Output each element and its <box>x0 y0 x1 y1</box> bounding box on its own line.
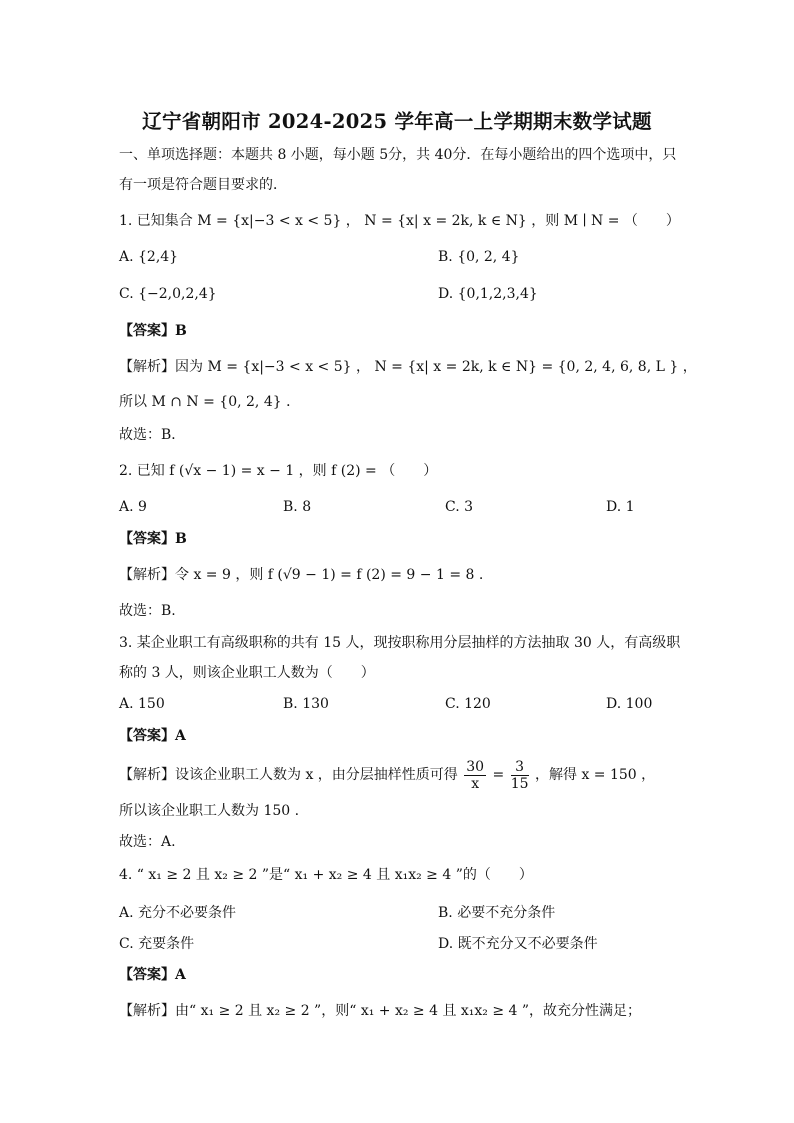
q1-option-a: A. {2,4} <box>119 249 179 265</box>
fraction-numerator: 3 <box>511 759 529 776</box>
q1-stem: 1. 已知集合 M = {x|−3 < x < 5} ， N = {x| x = 2k, k ∈ N} ，则 M ∣ N = （ ） <box>119 213 680 229</box>
q3-answer: 【答案】A <box>119 728 186 744</box>
q3-stem-line1: 3. 某企业职工有高级职称的共有 15 人，现按职称用分层抽样的方法抽取 30 人，有高级职 <box>119 635 681 651</box>
q3-analysis-line1 <box>119 755 655 795</box>
q2-option-b: B. 8 <box>283 499 312 515</box>
fraction-3-over-15 <box>511 759 529 792</box>
q4-answer: 【答案】A <box>119 967 186 983</box>
fraction-30-over-x <box>464 759 486 792</box>
q2-stem: 2. 已知 f (√x − 1) = x − 1 ，则 f (2) = （ ） <box>119 463 438 479</box>
q4-stem: 4. “ x₁ ≥ 2 且 x₂ ≥ 2 ”是“ x₁ + x₂ ≥ 4 且 x₁x₂ ≥ 4 ”的（ ） <box>119 867 533 883</box>
q4-option-d: D. 既不充分又不必要条件 <box>438 936 598 952</box>
section-instruction-line1: 一、单项选择题：本题共 8 小题，每小题 5分，共 40分．在每小题给出的四个选项中，只 <box>119 147 677 163</box>
fraction-denominator: x <box>471 775 480 792</box>
q1-analysis-line1: 【解析】因为 M = {x|−3 < x < 5} ， N = {x| x = 2k, k ∈ N} = {0, 2, 4, 6, 8, L } ， <box>119 359 697 375</box>
q2-option-c: C. 3 <box>445 499 474 515</box>
q3-option-a: A. 150 <box>119 696 165 712</box>
section-instruction-line2: 有一项是符合题目要求的． <box>119 177 287 193</box>
q2-option-a: A. 9 <box>119 499 147 515</box>
q1-option-c: C. {−2,0,2,4} <box>119 286 217 302</box>
fraction-numerator: 30 <box>466 758 485 775</box>
q1-answer: 【答案】B <box>119 323 187 339</box>
q3-analysis-line2: 所以该企业职工人数为 150 . <box>119 803 300 819</box>
q3-choice: 故选：A. <box>119 834 176 850</box>
q2-option-d: D. 1 <box>606 499 635 515</box>
q3-analysis-prefix: 【解析】设该企业职工人数为 x ，由分层抽样性质可得 <box>119 767 463 783</box>
q2-answer: 【答案】B <box>119 531 187 547</box>
q1-analysis-line2: 所以 M ∩ N = {0, 2, 4} ． <box>119 394 301 410</box>
q3-option-d: D. 100 <box>606 696 653 712</box>
equals-sign: = <box>488 767 509 783</box>
q3-option-c: C. 120 <box>445 696 491 712</box>
q3-stem-line2: 称的 3 人，则该企业职工人数为（ ） <box>119 665 375 681</box>
q2-analysis: 【解析】令 x = 9 ，则 f (√9 − 1) = f (2) = 9 − 1 = 8 . <box>119 567 484 583</box>
q3-analysis-suffix: ，解得 x = 150 ， <box>530 767 656 783</box>
q2-choice: 故选：B. <box>119 603 176 619</box>
q3-option-b: B. 130 <box>283 696 329 712</box>
fraction-denominator: 15 <box>510 775 529 792</box>
q1-option-d: D. {0,1,2,3,4} <box>438 286 538 302</box>
page-title: 辽宁省朝阳市 2024-2025 学年高一上学期期末数学试题 <box>142 110 652 133</box>
q1-option-b: B. {0, 2, 4} <box>438 249 520 265</box>
q4-option-a: A. 充分不必要条件 <box>119 905 237 921</box>
q4-analysis: 【解析】由“ x₁ ≥ 2 且 x₂ ≥ 2 ”，则“ x₁ + x₂ ≥ 4 且 x₁x₂ ≥ 4 ”，故充分性满足； <box>119 1003 642 1019</box>
q1-choice: 故选：B． <box>119 427 186 443</box>
q4-option-b: B. 必要不充分条件 <box>438 905 556 921</box>
q4-option-c: C. 充要条件 <box>119 936 195 952</box>
